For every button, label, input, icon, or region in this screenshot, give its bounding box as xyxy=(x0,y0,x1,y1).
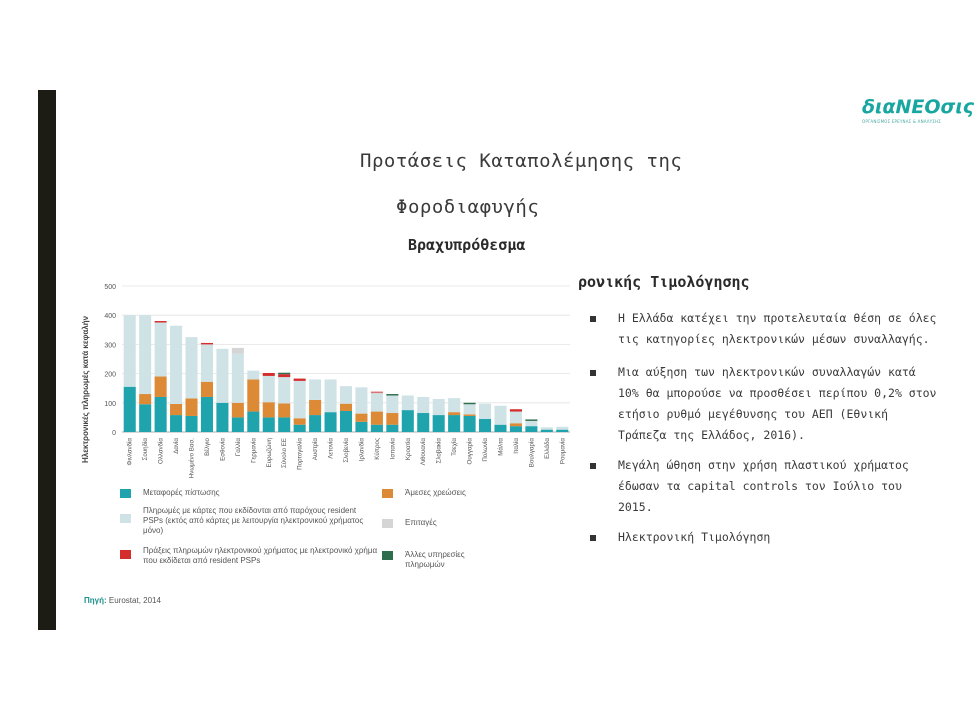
bar-segment-direct-debits xyxy=(263,402,275,417)
bar-segment-card-payments xyxy=(402,396,414,411)
source-label: Πηγή: xyxy=(84,596,107,605)
y-tick-label: 300 xyxy=(104,342,116,350)
x-tick-label: Ιρλανδία xyxy=(358,438,366,462)
y-axis-title-text: Ηλεκτρονικές πληρωμές κατά κεφαλήν xyxy=(81,315,90,463)
bar-segment-direct-debits xyxy=(139,394,151,404)
bar-segment-other xyxy=(464,403,476,404)
bar-segment-card-payments xyxy=(494,406,506,425)
bar-segment-card-payments xyxy=(541,427,553,429)
legend-label: Επιταγές xyxy=(405,518,437,527)
bar-segment-direct-debits xyxy=(510,423,522,426)
slide-subtitle: Βραχυπρόθεσμα xyxy=(408,236,526,254)
bar-segment-card-payments xyxy=(124,315,136,387)
bar-segment-credit-transfers xyxy=(232,417,244,432)
bar-segment-direct-debits xyxy=(170,404,182,415)
legend-swatch xyxy=(382,489,393,498)
bar-segment-emoney xyxy=(201,343,213,344)
bar-segment-credit-transfers xyxy=(541,430,553,432)
bar-segment-card-payments xyxy=(278,377,290,403)
source-note xyxy=(84,596,161,605)
x-tick-label: Δανία xyxy=(173,438,181,454)
dianeosis-logo xyxy=(862,96,974,124)
bar-segment-direct-debits xyxy=(448,412,460,415)
bullet-text: Μεγάλη ώθηση στην χρήση πλαστικού χρήματος έδωσαν τα capital controls τον Ιούλιο του 2015. xyxy=(618,458,909,514)
bar-segment-card-payments xyxy=(294,381,306,418)
bar-segment-credit-transfers xyxy=(433,415,445,432)
bar-segment-credit-transfers xyxy=(201,397,213,432)
bar-segment-credit-transfers xyxy=(185,416,197,432)
bar-segment-direct-debits xyxy=(355,414,367,422)
legend-label: Πράξεις πληρωμών ηλεκτρονικού χρήματος με ηλεκτρονικό χρήμα που εκδίδεται από resident PSPs xyxy=(143,546,378,565)
bar-segment-credit-transfers xyxy=(278,417,290,432)
bar-segment-direct-debits xyxy=(309,400,321,415)
x-tick-label: Γαλλία xyxy=(234,438,242,457)
bar-segment-emoney xyxy=(263,373,275,376)
bar-segment-credit-transfers xyxy=(556,430,568,432)
x-tick-label: Σλοβακία xyxy=(435,438,443,464)
x-tick-label: Βουλγαρία xyxy=(528,438,536,468)
bullet-text: Ηλεκτρονική Τιμολόγηση xyxy=(618,530,771,544)
legend-item-card-payments xyxy=(120,506,370,536)
x-tick-label: Ρουμανία xyxy=(559,438,567,465)
square-bullet-icon xyxy=(590,370,596,376)
bar-segment-emoney xyxy=(510,409,522,411)
bar-segment-credit-transfers xyxy=(448,415,460,432)
bar-segment-emoney xyxy=(155,321,167,322)
bar-segment-emoney xyxy=(371,392,383,393)
bar-segment-card-payments xyxy=(263,376,275,402)
bullet-text: Μια αύξηση των ηλεκτρονικών συναλλαγών κατά 10% θα μπορούσε να προσθέσει περίπου 0,2% στον ετήσιο ρυθμό μεγέθυνσης του ΑΕΠ (Εθνική Τράπεζα της Ελλάδος, 2016). xyxy=(618,365,937,442)
bar-segment-credit-transfers xyxy=(510,426,522,432)
bar-segment-card-payments xyxy=(417,397,429,413)
x-tick-label: Ισπανία xyxy=(389,438,397,460)
bullet-list xyxy=(590,308,940,557)
bar-segment-credit-transfers xyxy=(124,387,136,432)
bar-segment-card-payments xyxy=(247,371,259,380)
bar-segment-emoney xyxy=(278,374,290,377)
x-tick-label: Ιταλία xyxy=(512,438,520,454)
bar-segment-card-payments xyxy=(510,412,522,424)
x-tick-label: Πολωνία xyxy=(482,438,490,462)
bar-segment-credit-transfers xyxy=(139,404,151,432)
bar-segment-card-payments xyxy=(185,337,197,398)
x-tick-label: Μάλτα xyxy=(497,438,505,456)
square-bullet-icon xyxy=(590,316,596,322)
x-tick-label: Κροατία xyxy=(404,438,412,461)
bar-segment-credit-transfers xyxy=(525,426,537,432)
bar-segment-direct-debits xyxy=(386,413,398,425)
bar-segment-credit-transfers xyxy=(263,417,275,432)
square-bullet-icon xyxy=(590,463,596,469)
bar-segment-card-payments xyxy=(371,394,383,412)
slide-title-line1: Προτάσεις Καταπολέμησης της xyxy=(360,150,683,172)
bullet-item xyxy=(590,362,940,446)
x-tick-label: Ελλάδα xyxy=(543,438,551,459)
bar-segment-emoney xyxy=(294,379,306,381)
legend-label: Άλλες υπηρεσίες πληρωμών xyxy=(405,550,465,569)
slide-title-line2: Φοροδιαφυγής xyxy=(396,196,540,218)
bar-segment-direct-debits xyxy=(201,382,213,397)
bar-segment-card-payments xyxy=(216,349,228,403)
bar-segment-direct-debits xyxy=(294,418,306,424)
bar-segment-direct-debits xyxy=(278,403,290,417)
y-tick-label: 200 xyxy=(104,371,116,379)
left-accent-bar xyxy=(38,90,56,630)
legend-item-other xyxy=(382,550,502,570)
y-tick-label: 0 xyxy=(112,430,116,437)
legend-swatch xyxy=(120,550,131,559)
x-tick-label: Ολλανδία xyxy=(157,438,165,464)
bar-segment-credit-transfers xyxy=(371,425,383,432)
bar-segment-card-payments xyxy=(464,404,476,414)
x-tick-label: Ουγγαρία xyxy=(466,438,474,465)
bar-segment-direct-debits xyxy=(464,414,476,415)
source-text: Eurostat, 2014 xyxy=(108,596,161,605)
bar-segment-credit-transfers xyxy=(216,403,228,432)
bar-segment-card-payments xyxy=(433,399,445,415)
bar-segment-card-payments xyxy=(479,404,491,419)
bar-segment-direct-debits xyxy=(185,398,197,416)
bar-segment-other xyxy=(386,394,398,395)
x-tick-label: Λετονία xyxy=(327,438,335,459)
legend-swatch xyxy=(120,489,131,498)
bar-segment-card-payments xyxy=(201,344,213,381)
bar-segment-cheques xyxy=(232,348,244,354)
bar-segment-card-payments xyxy=(386,396,398,414)
x-tick-label: Λιθουανία xyxy=(420,438,428,466)
bar-segment-card-payments xyxy=(139,315,151,394)
legend-item-direct-debits xyxy=(382,488,502,498)
bar-segment-credit-transfers xyxy=(355,422,367,432)
bullet-text: Η Ελλάδα κατέχει την προτελευταία θέση σε όλες τις κατηγορίες ηλεκτρονικών μέσων συναλλαγής. xyxy=(618,311,937,346)
x-tick-label: Σλοβενία xyxy=(343,438,350,463)
bar-segment-direct-debits xyxy=(371,412,383,425)
logo-wordmark: διαΝΕΟσις xyxy=(862,96,974,118)
bar-segment-direct-debits xyxy=(340,404,352,411)
bullet-item xyxy=(590,308,940,350)
bar-segment-other xyxy=(525,419,537,420)
legend-item-credit-transfers xyxy=(120,488,360,498)
bar-segment-card-payments xyxy=(525,421,537,426)
bar-segment-credit-transfers xyxy=(325,412,337,432)
y-tick-label: 400 xyxy=(104,313,116,321)
bar-segment-card-payments xyxy=(355,387,367,413)
legend-label: Πληρωμές με κάρτες που εκδίδονται από παρόχους resident PSPs (εκτός από κάρτες με λειτουργία ηλεκτρονικού χρήματος μόνο) xyxy=(143,506,364,535)
x-tick-label: Αυστρία xyxy=(312,438,320,461)
bar-segment-credit-transfers xyxy=(155,397,167,432)
bar-segment-card-payments xyxy=(155,323,167,377)
payments-bar-chart xyxy=(84,272,574,479)
bar-segment-credit-transfers xyxy=(170,415,182,432)
legend-item-cheques xyxy=(382,518,502,528)
bar-segment-credit-transfers xyxy=(309,415,321,432)
bar-segment-card-payments xyxy=(556,427,568,430)
x-tick-label: Κύπρος xyxy=(373,438,381,460)
x-tick-label: Βέλγιο xyxy=(203,438,211,456)
bar-segment-credit-transfers xyxy=(247,412,259,432)
bar-segment-credit-transfers xyxy=(417,413,429,432)
x-tick-label: Ηνωμένο Βασ. xyxy=(188,438,196,479)
bar-segment-credit-transfers xyxy=(464,416,476,432)
x-tick-label: Τσεχία xyxy=(451,438,459,456)
x-tick-label: Φινλανδία xyxy=(126,438,134,466)
legend-swatch xyxy=(120,514,131,523)
bar-segment-card-payments xyxy=(232,354,244,403)
bullet-item xyxy=(590,527,940,548)
bar-segment-credit-transfers xyxy=(294,425,306,432)
bar-segment-card-payments xyxy=(170,326,182,404)
x-tick-label: Πορτογαλία xyxy=(296,438,304,470)
bar-segment-other xyxy=(278,373,290,374)
bar-segment-credit-transfers xyxy=(340,411,352,432)
bar-segment-card-payments xyxy=(340,386,352,404)
logo-tagline: ΟΡΓΑΝΙΣΜΟΣ ΕΡΕΥΝΑΣ & ΑΝΑΛΥΣΗΣ xyxy=(862,119,941,124)
bar-segment-credit-transfers xyxy=(386,425,398,432)
bar-segment-direct-debits xyxy=(232,403,244,418)
section-heading: ρονικής Τιμολόγησης xyxy=(578,273,750,291)
x-tick-label: Γερμανία xyxy=(250,438,258,463)
legend-item-emoney xyxy=(120,546,380,566)
x-tick-label: Σουηδία xyxy=(142,438,150,461)
legend-swatch xyxy=(382,519,393,528)
x-tick-label: Εσθονία xyxy=(219,438,227,461)
bullet-item xyxy=(590,455,940,518)
bar-segment-credit-transfers xyxy=(479,419,491,432)
legend-label: Άμεσες χρεώσεις xyxy=(405,488,466,497)
legend-swatch xyxy=(382,551,393,560)
bar-segment-card-payments xyxy=(448,398,460,412)
bar-segment-card-payments xyxy=(309,379,321,399)
y-tick-label: 100 xyxy=(104,400,116,408)
legend-label: Μεταφορές πίστωσης xyxy=(143,488,220,497)
bar-segment-credit-transfers xyxy=(402,410,414,432)
x-tick-label: Ευρωζώνη xyxy=(265,438,273,468)
square-bullet-icon xyxy=(590,535,596,541)
y-tick-label: 500 xyxy=(104,284,116,291)
bar-segment-credit-transfers xyxy=(494,425,506,432)
bar-segment-direct-debits xyxy=(247,379,259,411)
bar-segment-cheques xyxy=(371,393,383,394)
bar-segment-direct-debits xyxy=(155,377,167,397)
x-tick-label: Σύνολο ΕΕ xyxy=(281,438,289,469)
bar-segment-card-payments xyxy=(325,379,337,412)
